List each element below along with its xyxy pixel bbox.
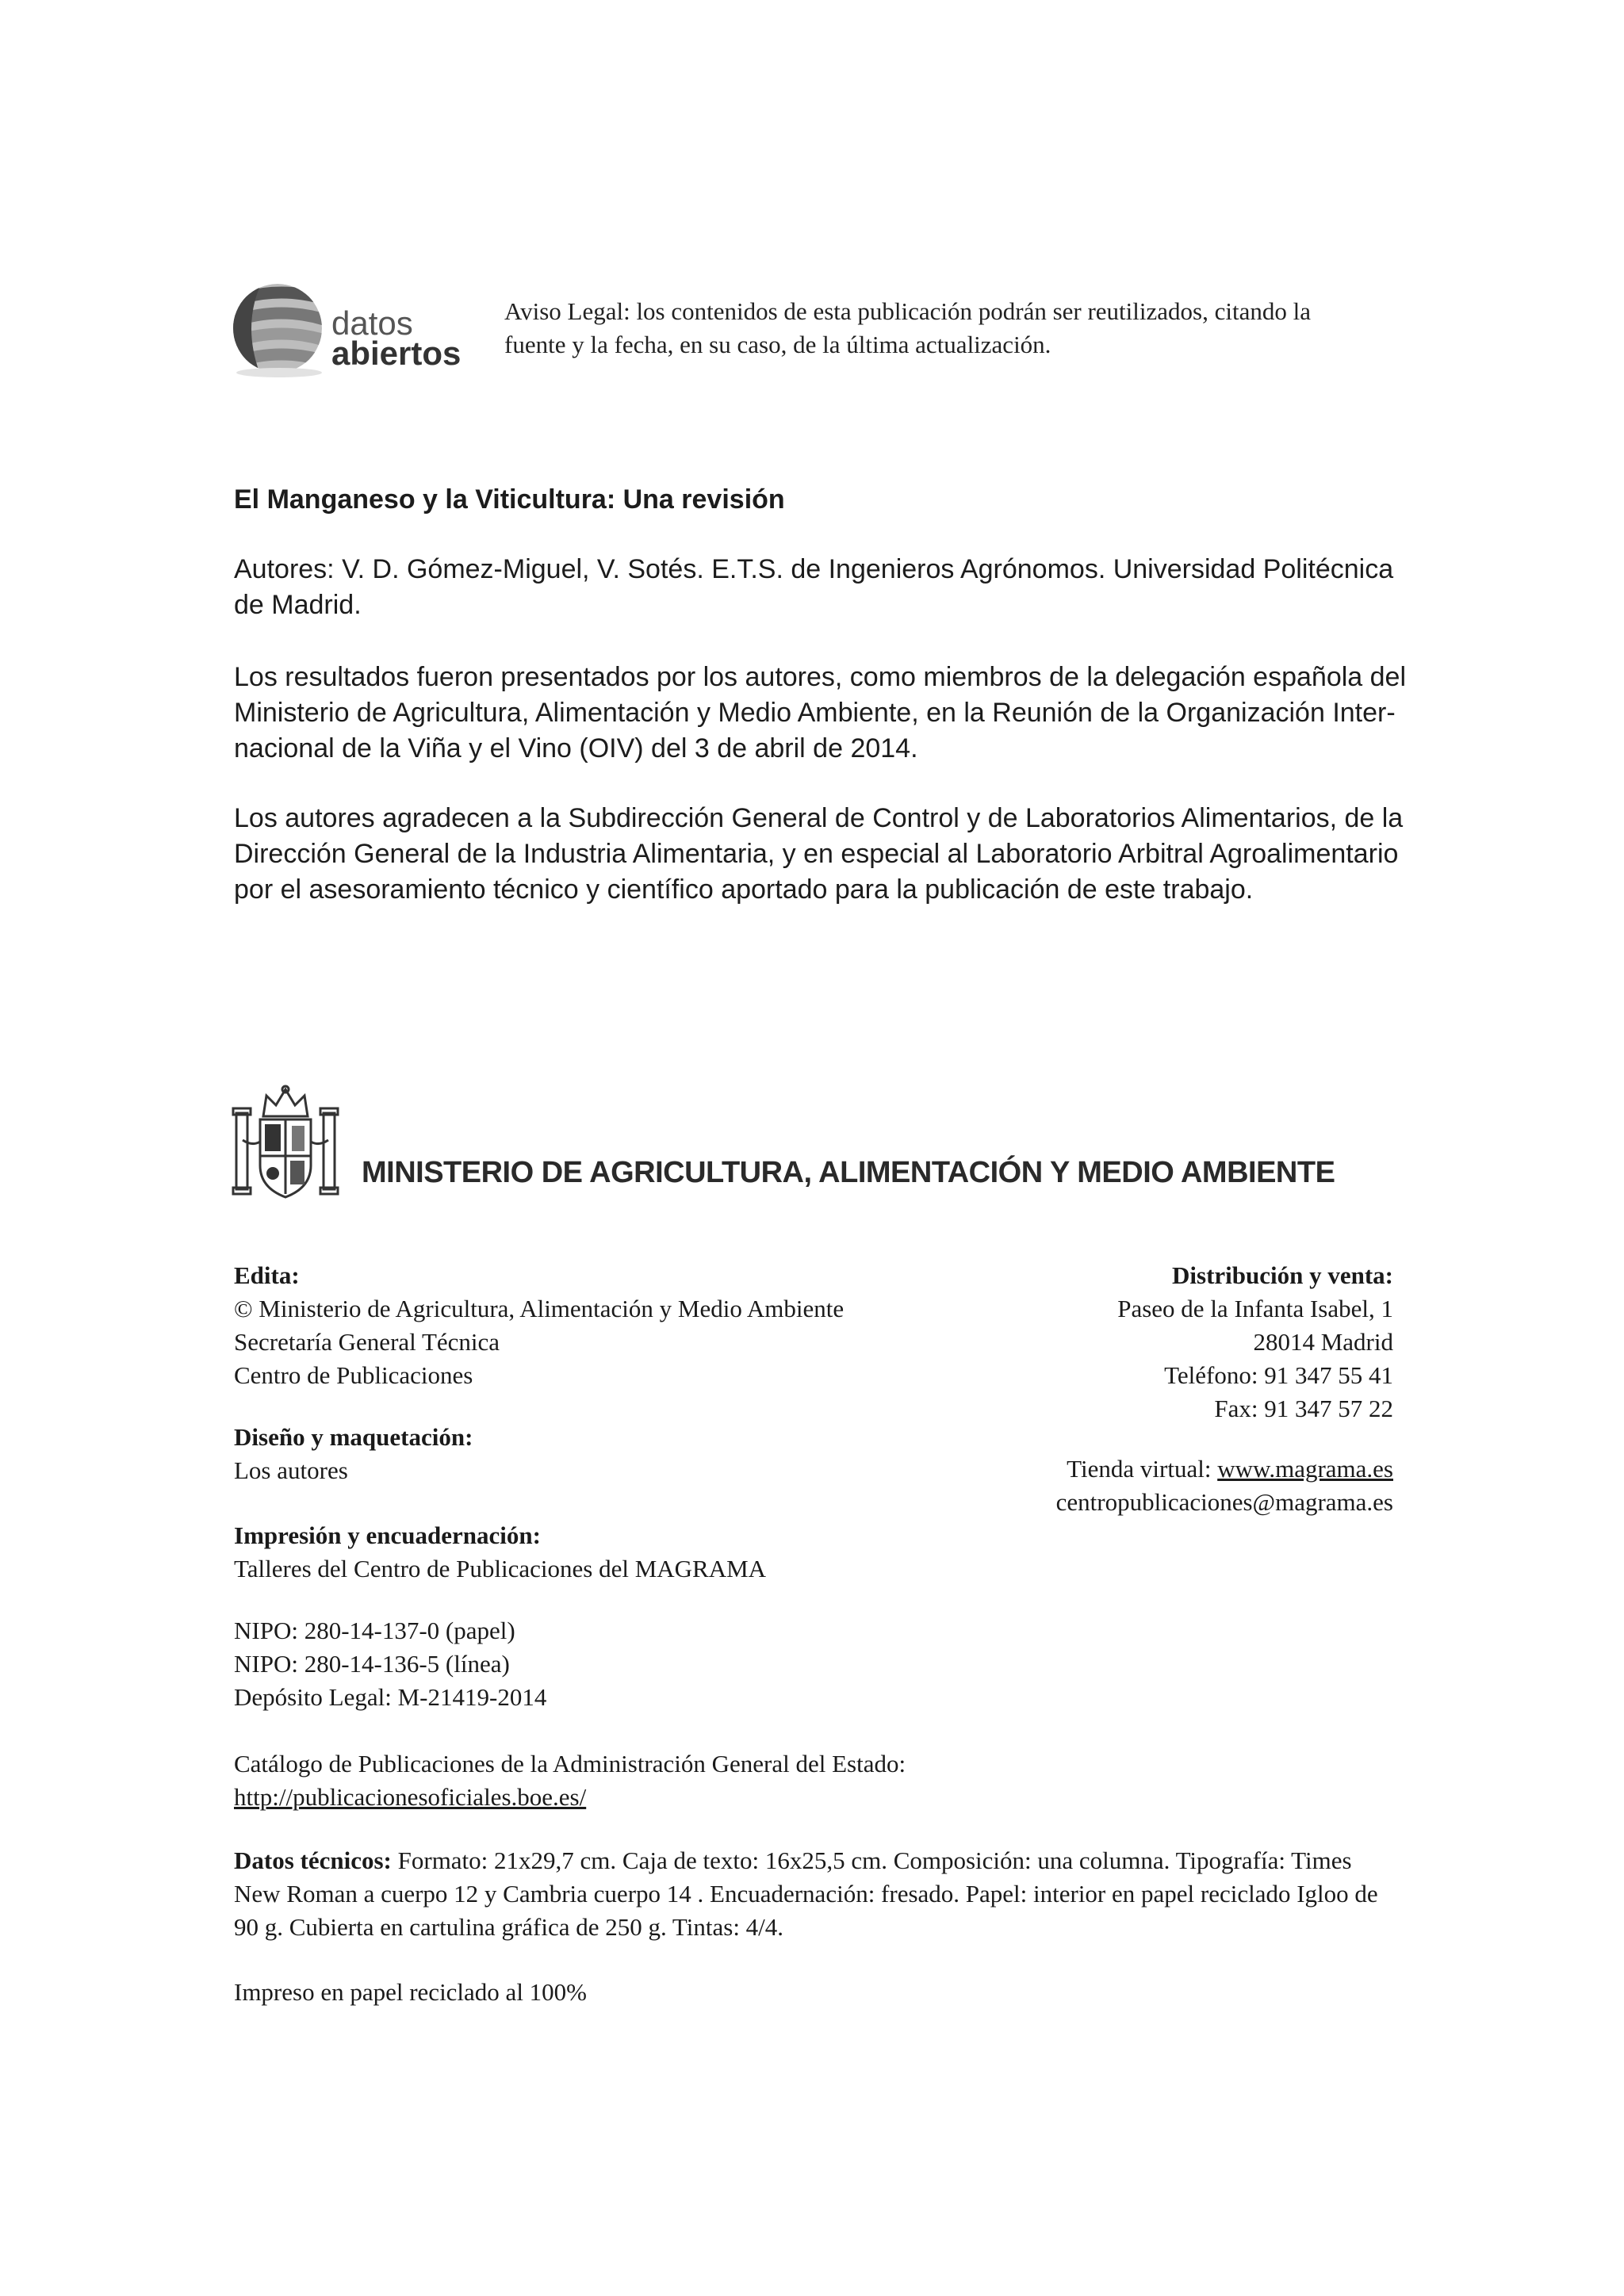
- nipo-line: NIPO: 280-14-137-0 (papel): [234, 1617, 515, 1644]
- nipo-block: [234, 1614, 1027, 1714]
- legal-notice-line: Aviso Legal: los contenidos de esta publicación podrán ser reutilizados, citando la: [504, 297, 1311, 325]
- technical-text: Formato: 21x29,7 cm. Caja de texto: 16x25,5 cm. Composición: una columna. Tipografía: Times New Roman a cuerpo 12 y Cambria cuerpo 14 . Encuadernación: fresado. Papel: interior en papel reciclado Igloo de 90 g. Cubierta en cartulina gráfica de 250 g. Tintas: 4/4.: [234, 1846, 1378, 1941]
- legal-notice: [504, 295, 1408, 362]
- acknowledgements-line: por el asesoramiento técnico y científico aportado para la publicación de este trabajo.: [234, 874, 1254, 905]
- legal-notice-line: fuente y la fecha, en su caso, de la última actualización.: [504, 331, 1051, 358]
- online-store-block: [838, 1452, 1393, 1519]
- phone: Teléfono: 91 347 55 41: [1164, 1361, 1393, 1389]
- printing-value: Talleres del Centro de Publicaciones del MAGRAMA: [234, 1555, 767, 1582]
- legal-deposit: Depósito Legal: M-21419-2014: [234, 1683, 547, 1711]
- presented-line: nacional de la Viña y el Vino (OIV) del 3 de abril de 2014.: [234, 733, 918, 763]
- logo-text-abiertos: abiertos: [331, 335, 462, 372]
- presented-line: Los resultados fueron presentados por los autores, como miembros de la delegación española del: [234, 662, 1407, 692]
- distribution-label: Distribución y venta:: [1172, 1261, 1393, 1289]
- distribution-line: Paseo de la Infanta Isabel, 1: [1117, 1295, 1393, 1322]
- contact-email[interactable]: centropublicaciones@magrama.es: [1055, 1488, 1393, 1516]
- presented-paragraph: [234, 660, 1415, 767]
- catalog-text: Catálogo de Publicaciones de la Administración General del Estado:: [234, 1750, 906, 1777]
- online-store-label: Tienda virtual:: [1067, 1455, 1218, 1483]
- logo-text-datos: datos: [331, 304, 413, 342]
- edita-label: Edita:: [234, 1261, 300, 1289]
- acknowledgements-line: Dirección General de la Industria Alimentaria, y en especial al Laboratorio Arbitral Agroalimentario: [234, 839, 1399, 869]
- technical-data: [234, 1844, 1393, 1944]
- authors-line: de Madrid.: [234, 590, 362, 620]
- authors-paragraph: [234, 552, 1415, 623]
- edita-line: © Ministerio de Agricultura, Alimentación y Medio Ambiente: [234, 1295, 845, 1322]
- distribution-block: [838, 1259, 1393, 1425]
- printing-block: [234, 1519, 1027, 1586]
- printing-label: Impresión y encuadernación:: [234, 1521, 541, 1549]
- catalog-block: [234, 1747, 1027, 1814]
- globe-icon: [232, 279, 327, 382]
- edita-line: Centro de Publicaciones: [234, 1361, 473, 1389]
- online-store-line: [838, 1452, 1393, 1486]
- fax: Fax: 91 347 57 22: [1214, 1395, 1393, 1422]
- design-value: Los autores: [234, 1456, 348, 1484]
- document-title: El Manganeso y la Viticultura: Una revisión: [234, 484, 785, 515]
- recycled-note: Impreso en papel reciclado al 100%: [234, 1978, 588, 2006]
- nipo-line: NIPO: 280-14-136-5 (línea): [234, 1650, 510, 1678]
- design-label: Diseño y maquetación:: [234, 1423, 473, 1451]
- distribution-line: 28014 Madrid: [1253, 1328, 1393, 1356]
- coat-of-arms-icon: [232, 1085, 339, 1202]
- presented-line: Ministerio de Agricultura, Alimentación y Medio Ambiente, en la Reunión de la Organización Inter-: [234, 698, 1396, 728]
- technical-label: Datos técnicos:: [234, 1846, 392, 1874]
- authors-line: Autores: V. D. Gómez-Miguel, V. Sotés. E.T.S. de Ingenieros Agrónomos. Universidad Politécnica: [234, 554, 1394, 584]
- acknowledgements-line: Los autores agradecen a la Subdirección General de Control y de Laboratorios Alimentarios, de la: [234, 803, 1404, 833]
- edita-line: Secretaría General Técnica: [234, 1328, 500, 1356]
- catalog-link[interactable]: http://publicacionesoficiales.boe.es/: [234, 1783, 587, 1811]
- online-store-link[interactable]: www.magrama.es: [1217, 1455, 1393, 1483]
- ministry-name: MINISTERIO DE AGRICULTURA, ALIMENTACIÓN Y MEDIO AMBIENTE: [362, 1156, 1335, 1189]
- datos-abiertos-logo: [232, 279, 469, 382]
- acknowledgements-paragraph: [234, 801, 1415, 908]
